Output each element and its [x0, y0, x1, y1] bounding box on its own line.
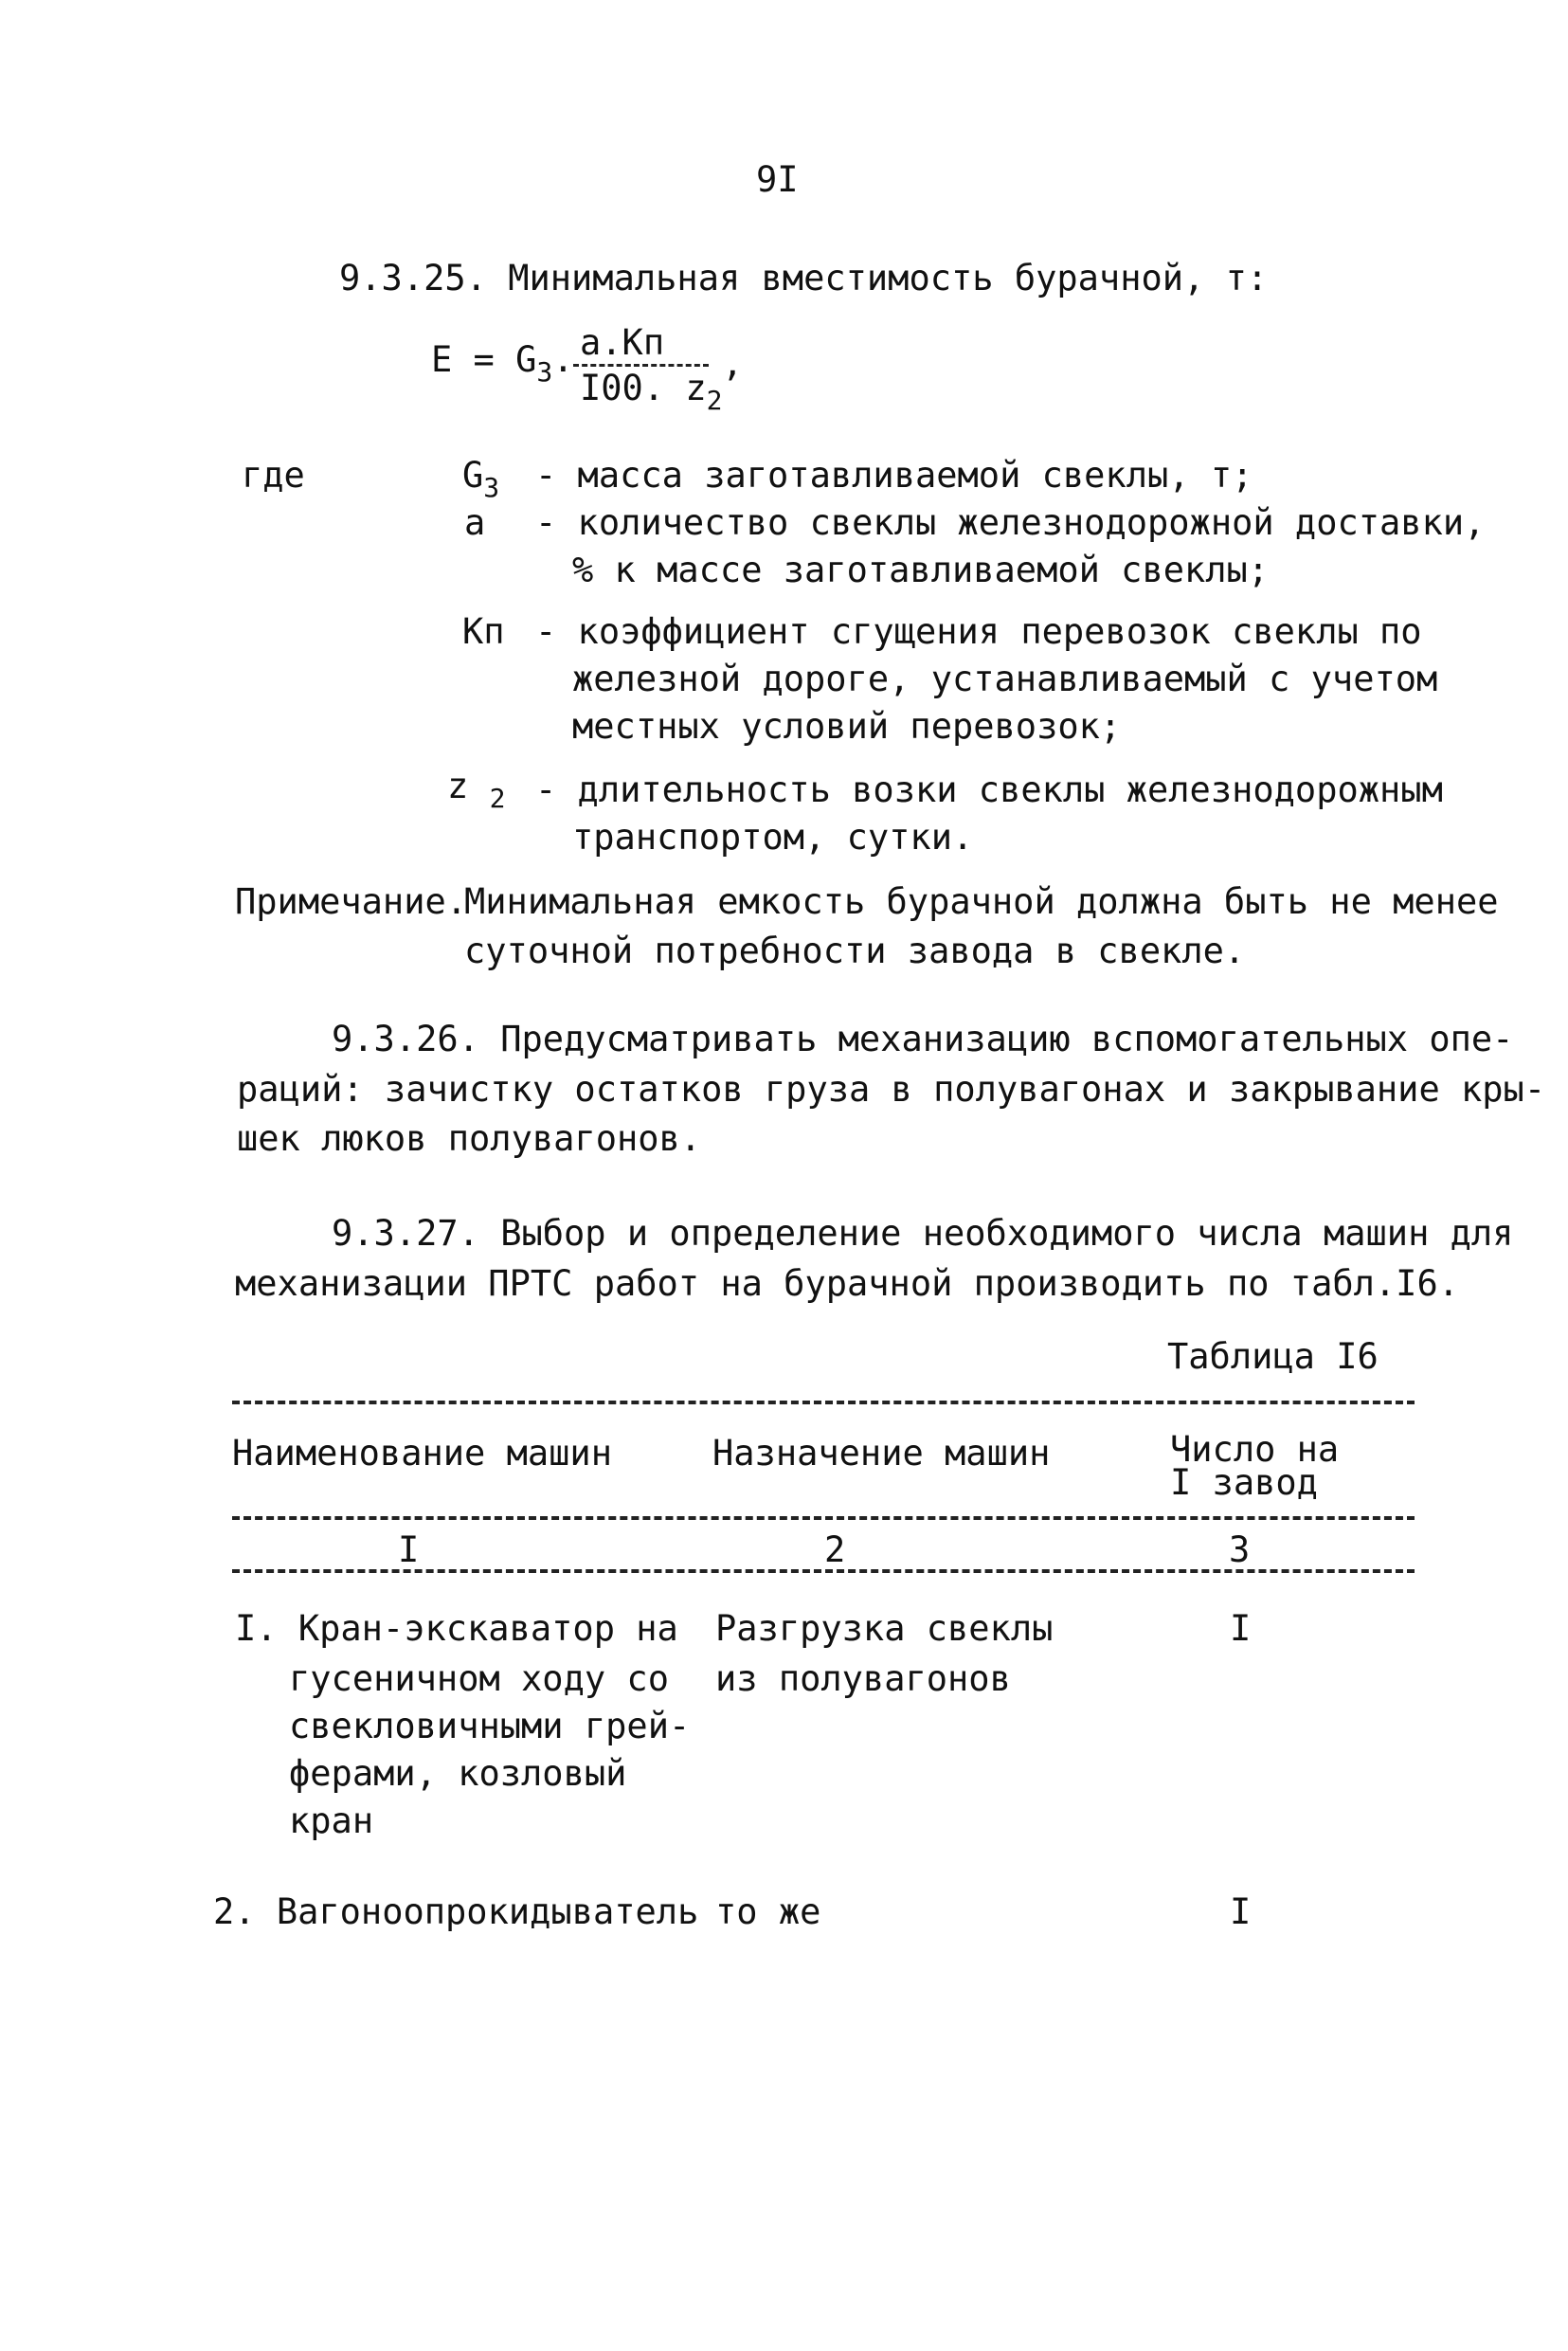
formula-denominator-subscript: 2	[706, 385, 723, 416]
row-purpose-line: Разгрузка свеклы	[715, 1608, 1054, 1649]
table-header-rule	[232, 1516, 1415, 1520]
row-count: I	[1230, 1608, 1252, 1649]
paragraph-line: шек люков полувагонов.	[237, 1118, 702, 1159]
row-name-line: гусеничном ходу со	[289, 1658, 669, 1699]
formula-lhs-text: E = G	[431, 339, 537, 380]
page-number: 9I	[756, 159, 799, 200]
column-number: I	[398, 1529, 420, 1570]
symbol-text: z	[447, 766, 469, 806]
definition-line: транспортом, сутки.	[572, 817, 974, 858]
paragraph-line: 9.3.27. Выбор и определение необходимого числа машин для	[332, 1213, 1514, 1254]
section-heading-9-3-25: 9.3.25. Минимальная вместимость бурачной, т:	[339, 258, 1269, 298]
definition-symbol: a	[464, 502, 486, 543]
definition-line: железной дороге, устанавливаемый с учетом	[572, 659, 1438, 699]
row-purpose-line: из полувагонов	[715, 1658, 1011, 1699]
row-name-line: ферами, козловый	[289, 1753, 627, 1794]
table-header-name: Наименование машин	[232, 1433, 612, 1474]
note-line: Минимальная емкость бурачной должна быть не менее	[464, 881, 1499, 922]
formula-numerator: a.Кп	[580, 322, 665, 363]
definition-line: местных условий перевозок;	[572, 706, 1122, 747]
definition-line: - коэффициент сгущения перевозок свеклы по	[535, 611, 1422, 652]
where-word: где	[242, 455, 305, 496]
note-line: суточной потребности завода в свекле.	[464, 931, 1246, 971]
column-number: 3	[1229, 1529, 1251, 1570]
definition-symbol	[447, 766, 505, 815]
row-name-line: кран	[289, 1800, 374, 1841]
row-name-line: I. Кран-экскаватор на	[235, 1608, 678, 1649]
table-header-count: Число на I завод	[1170, 1429, 1340, 1504]
formula-denominator	[580, 368, 723, 417]
definition-line: - длительность возки свеклы железнодорожным	[535, 769, 1443, 810]
formula-lhs-subscript: 3	[536, 356, 553, 388]
formula-comma: ,	[722, 343, 744, 384]
definition-symbol: Кп	[462, 611, 505, 652]
formula-lhs	[431, 339, 574, 389]
formula-fraction-bar	[573, 364, 709, 367]
column-number: 2	[824, 1529, 846, 1570]
row-name-line: свекловичными грей-	[289, 1706, 691, 1746]
table-header-purpose: Назначение машин	[712, 1433, 1051, 1474]
row-name-line: 2. Вагоноопрокидыватель	[213, 1891, 699, 1932]
table-top-rule	[232, 1401, 1415, 1404]
row-count: I	[1230, 1891, 1252, 1932]
definition-line: - масса заготавливаемой свеклы, т;	[535, 455, 1253, 496]
paragraph-line: раций: зачистку остатков груза в полувагонах и закрывание кры-	[237, 1069, 1546, 1110]
symbol-subscript: 2	[489, 783, 506, 814]
formula-denominator-text: I00. z	[580, 368, 707, 408]
row-purpose-line: то же	[715, 1891, 821, 1932]
table-number-rule	[232, 1569, 1415, 1573]
note-label: Примечание.	[235, 881, 468, 922]
symbol-text: G	[462, 455, 484, 496]
definition-line: - количество свеклы железнодорожной доставки,	[535, 502, 1486, 543]
definition-line: % к массе заготавливаемой свеклы;	[572, 550, 1270, 590]
definition-symbol	[462, 455, 499, 504]
paragraph-line: механизации ПРТС работ на бурачной производить по табл.I6.	[235, 1263, 1460, 1304]
symbol-subscript: 3	[483, 472, 500, 503]
formula-dot: .	[552, 339, 574, 380]
table-caption: Таблица I6	[1167, 1336, 1379, 1377]
paragraph-line: 9.3.26. Предусматривать механизацию вспомогательных опе-	[332, 1019, 1514, 1059]
